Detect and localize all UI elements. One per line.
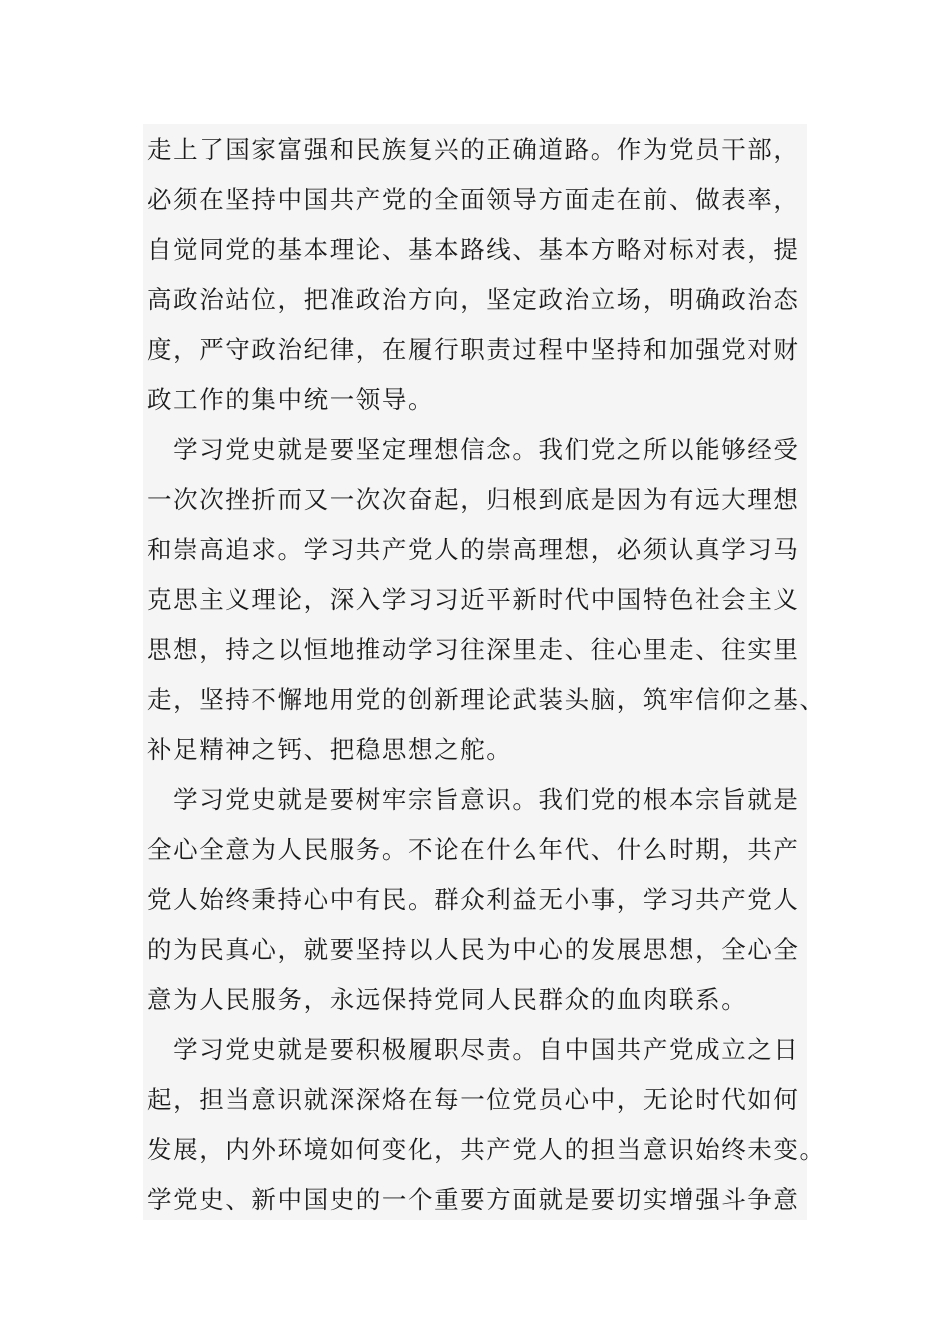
text-line: 必须在坚持中国共产党的全面领导方面走在前、做表率，: [147, 185, 800, 214]
text-line: 学习党史就是要坚定理想信念。我们党之所以能够经受: [147, 435, 800, 464]
text-line: 全心全意为人民服务。不论在什么年代、什么时期，共产: [147, 835, 800, 864]
text-line: 政工作的集中统一领导。: [147, 385, 435, 414]
text-line: 学习党史就是要积极履职尽责。自中国共产党成立之日: [147, 1035, 800, 1064]
text-line: 走上了国家富强和民族复兴的正确道路。作为党员干部，: [147, 135, 800, 164]
text-line: 一次次挫折而又一次次奋起，归根到底是因为有远大理想: [147, 485, 800, 514]
text-line: 学党史、新中国史的一个重要方面就是要切实增强斗争意: [147, 1185, 800, 1214]
text-line: 的为民真心，就要坚持以人民为中心的发展思想，全心全: [147, 935, 800, 964]
text-line: 学习党史就是要树牢宗旨意识。我们党的根本宗旨就是: [147, 785, 800, 814]
text-line: 意为人民服务，永远保持党同人民群众的血肉联系。: [147, 985, 748, 1014]
text-line: 和崇高追求。学习共产党人的崇高理想，必须认真学习马: [147, 535, 800, 564]
text-line: 走，坚持不懈地用党的创新理论武装头脑，筑牢信仰之基、: [147, 685, 826, 714]
text-line: 起，担当意识就深深烙在每一位党员心中，无论时代如何: [147, 1085, 800, 1114]
text-line: 补足精神之钙、把稳思想之舵。: [147, 735, 513, 764]
text-line: 高政治站位，把准政治方向，坚定政治立场，明确政治态: [147, 285, 800, 314]
text-line: 思想，持之以恒地推动学习往深里走、往心里走、往实里: [147, 635, 800, 664]
text-line: 发展，内外环境如何变化，共产党人的担当意识始终未变。: [147, 1135, 826, 1164]
text-block: [143, 124, 826, 1220]
text-line: 党人始终秉持心中有民。群众利益无小事，学习共产党人: [147, 885, 800, 914]
text-line: 克思主义理论，深入学习习近平新时代中国特色社会主义: [147, 585, 800, 614]
text-line: 度，严守政治纪律，在履行职责过程中坚持和加强党对财: [147, 335, 800, 364]
text-line: 自觉同党的基本理论、基本路线、基本方略对标对表，提: [147, 235, 800, 264]
